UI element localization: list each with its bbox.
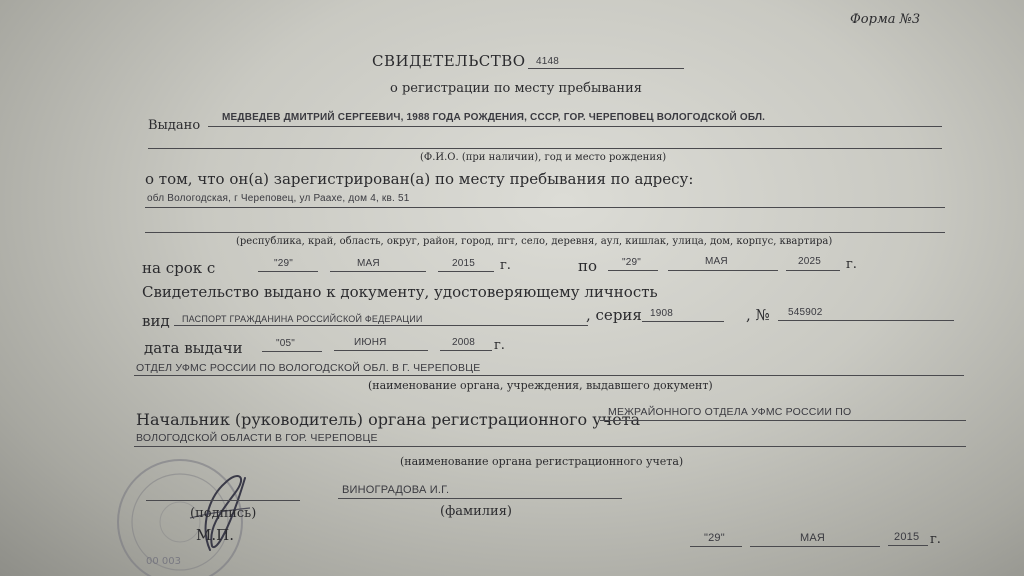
term-to-label: по — [578, 257, 598, 275]
date-month: МАЯ — [800, 532, 826, 544]
term-to-day: "29" — [622, 257, 642, 268]
date-year-suffix: г. — [930, 532, 941, 547]
stamp-fragment: 00 003 — [146, 556, 181, 567]
signature-caption: (подпись) — [190, 506, 257, 521]
surname-value: ВИНОГРАДОВА И.Г. — [342, 484, 450, 496]
doc-number-value: 545902 — [788, 307, 823, 318]
term-from-day: "29" — [274, 258, 294, 269]
document-title: СВИДЕТЕЛЬСТВО — [372, 52, 526, 70]
form-label: Форма №3 — [850, 12, 921, 27]
mp-label: М.П. — [196, 526, 234, 544]
term-from-month: МАЯ — [357, 258, 380, 269]
issue-year-suffix: г. — [494, 338, 505, 353]
date-day: "29" — [704, 532, 725, 544]
issue-month: ИЮНЯ — [354, 337, 387, 348]
term-from-year-suffix: г. — [500, 258, 511, 273]
issuer-value: ОТДЕЛ УФМС РОССИИ ПО ВОЛОГОДСКОЙ ОБЛ. В Г. ЧЕРЕПОВЦЕ — [136, 362, 481, 374]
document-text: Свидетельство выдано к документу, удостоверяющему личность — [142, 283, 658, 301]
date-year: 2015 — [894, 531, 920, 543]
term-to-year: 2025 — [798, 256, 822, 267]
address-value: обл Вологодская, г Череповец, ул Раахе, дом 4, кв. 51 — [147, 193, 410, 204]
issue-year: 2008 — [452, 337, 476, 348]
term-from-label: на срок с — [142, 259, 216, 277]
head-org-line2: ВОЛОГОДСКОЙ ОБЛАСТИ В ГОР. ЧЕРЕПОВЦЕ — [136, 432, 378, 444]
certificate-number: 4148 — [536, 56, 560, 67]
term-to-month: МАЯ — [705, 256, 728, 267]
issued-label: Выдано — [148, 118, 201, 133]
head-caption: (наименование органа регистрационного учета) — [400, 455, 684, 468]
term-from-year: 2015 — [452, 258, 476, 269]
term-to-year-suffix: г. — [846, 257, 857, 272]
head-org-line1: МЕЖРАЙОННОГО ОТДЕЛА УФМС РОССИИ ПО — [608, 406, 852, 418]
surname-caption: (фамилия) — [440, 504, 512, 519]
doc-series-label: , серия — [586, 306, 642, 324]
issued-to-value: МЕДВЕДЕВ ДМИТРИЙ СЕРГЕЕВИЧ, 1988 ГОДА РОЖДЕНИЯ, СССР, ГОР. ЧЕРЕПОВЕЦ ВОЛОГОДСКОЙ ОБЛ. — [222, 112, 766, 123]
document-subtitle: о регистрации по месту пребывания — [390, 81, 642, 96]
issue-day: "05" — [276, 338, 296, 349]
head-label: Начальник (руководитель) органа регистрационного учета — [136, 410, 641, 429]
address-caption: (республика, край, область, округ, район, город, пгт, село, деревня, аул, кишлак, улица, дом, корпус, квартира) — [236, 236, 833, 247]
doc-type-label: вид — [142, 312, 170, 330]
issuer-caption: (наименование органа, учреждения, выдавшего документ) — [368, 379, 713, 392]
registered-text: о том, что он(а) зарегистрирован(а) по месту пребывания по адресу: — [145, 170, 694, 188]
issued-caption: (Ф.И.О. (при наличии), год и место рождения) — [420, 152, 667, 163]
doc-type-value: ПАСПОРТ ГРАЖДАНИНА РОССИЙСКОЙ ФЕДЕРАЦИИ — [182, 314, 423, 324]
doc-series-value: 1908 — [650, 308, 674, 319]
doc-number-label: , № — [746, 306, 770, 324]
issue-date-label: дата выдачи — [144, 339, 243, 357]
